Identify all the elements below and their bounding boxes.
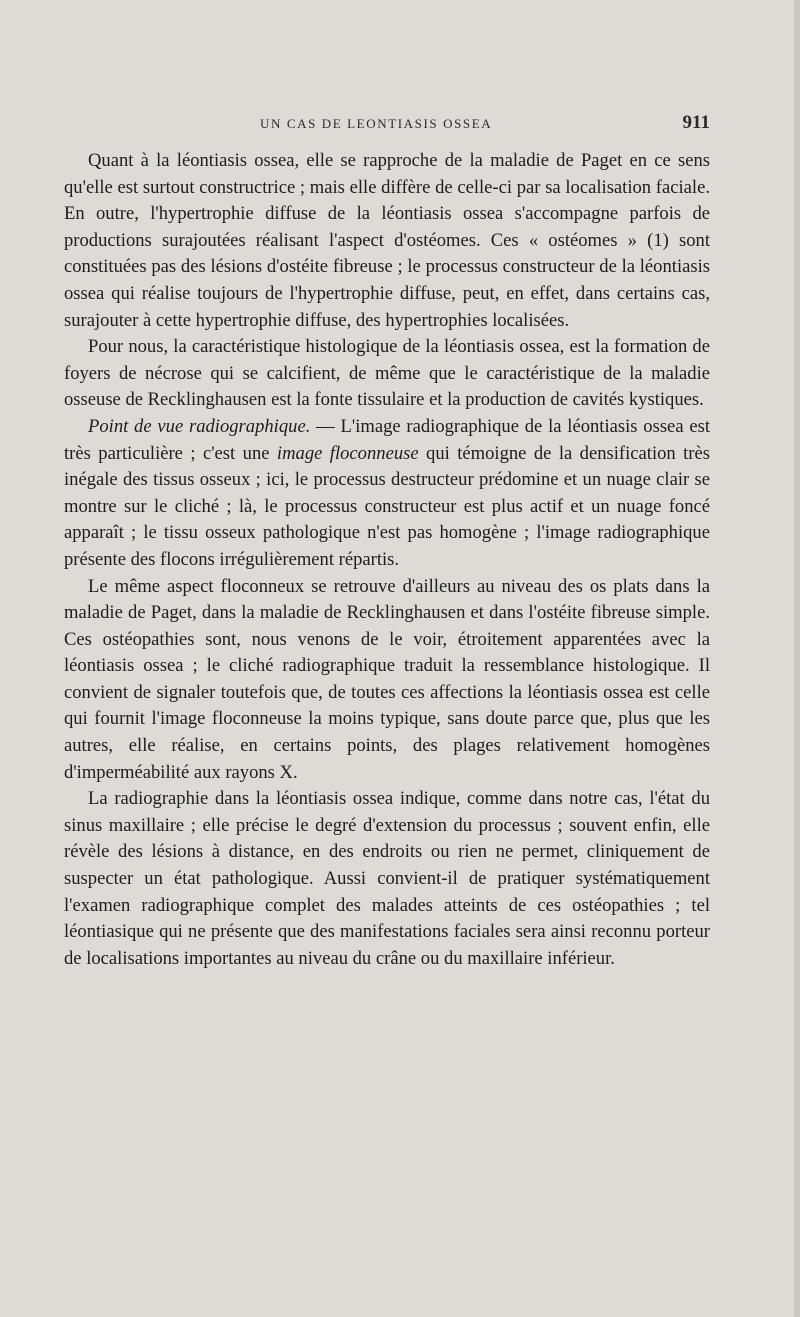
paragraph-3-text-a: — L'image radiographique de la léontiasis ossea est très particulière ; c'est une [64,415,710,464]
paragraph-2: Pour nous, la caractéristique histologique de la léontiasis ossea, est la formation de foyers de nécrose qui se calcifient, de même que le caractéristique de la maladie osseuse de Recklinghausen est la fonte tissulaire et la production de cavités kystiques. [64,336,710,411]
paragraph-3-text-b: qui témoigne de la densification très inégale des tissus osseux ; ici, le processus destructeur prédomine et un nuage clair se montre sur le cliché ; là, le processus constructeur est plus actif et un nuage foncé apparaît ; le tissu osseux pathologique n'est pas homogène ; l'image radiographique présente des flocons irrégulièrement répartis. [64,442,710,570]
body-text [64,148,710,972]
running-title: UN CAS DE LEONTIASIS OSSEA [260,116,493,131]
paragraph-3 [64,414,710,574]
page-edge [794,0,800,1317]
paragraph-5: La radiographie dans la léontiasis ossea indique, comme dans notre cas, l'état du sinus maxillaire ; elle précise le degré d'extension du processus ; souvent enfin, elle révèle des lésions à distance, en des endroits ou rien ne permet, cliniquement de suspecter un état pathologique. Aussi convient-il de pratiquer systématiquement l'examen radiographique complet des malades atteints de ces ostéopathies ; tel léontiasique qui ne présente que des manifestations faciales sera ainsi reconnu porteur de localisations importantes au niveau du crâne ou du maxillaire inférieur. [64,788,710,969]
section-heading-italic: Point de vue radiographique. [88,415,311,437]
page-header [64,112,710,138]
emphasis-image-floconneuse: image floconneuse [276,442,419,464]
page-number: 911 [682,112,710,133]
paragraph-4: Le même aspect floconneux se retrouve d'ailleurs au niveau des os plats dans la maladie de Paget, dans la maladie de Recklinghausen et dans l'ostéite fibreuse simple. Ces ostéopathies sont, nous venons de le voir, étroitement apparentées avec la léontiasis ossea ; le cliché radiographique traduit la ressemblance histologique. Il convient de signaler toutefois que, de toutes ces affections la léontiasis ossea est celle qui fournit l'image floconneuse la moins typique, sans doute parce que, plus que les autres, elle réalise, en certains points, des plages relativement homogènes d'imperméabilité aux rayons X. [64,575,710,783]
paragraph-1: Quant à la léontiasis ossea, elle se rapproche de la maladie de Paget en ce sens qu'elle est surtout constructrice ; mais elle diffère de celle-ci par sa localisation faciale. En outre, l'hypertrophie diffuse de la léontiasis ossea s'accompagne parfois de productions surajoutées réalisant l'aspect d'ostéomes. Ces « ostéomes » (1) sont constituées pas des lésions d'ostéite fibreuse ; le processus constructeur de la léontiasis ossea qui réalise toujours de l'hypertrophie diffuse, peut, en effet, dans certains cas, surajouter à cette hypertrophie diffuse, des hypertrophies localisées. [64,150,710,331]
